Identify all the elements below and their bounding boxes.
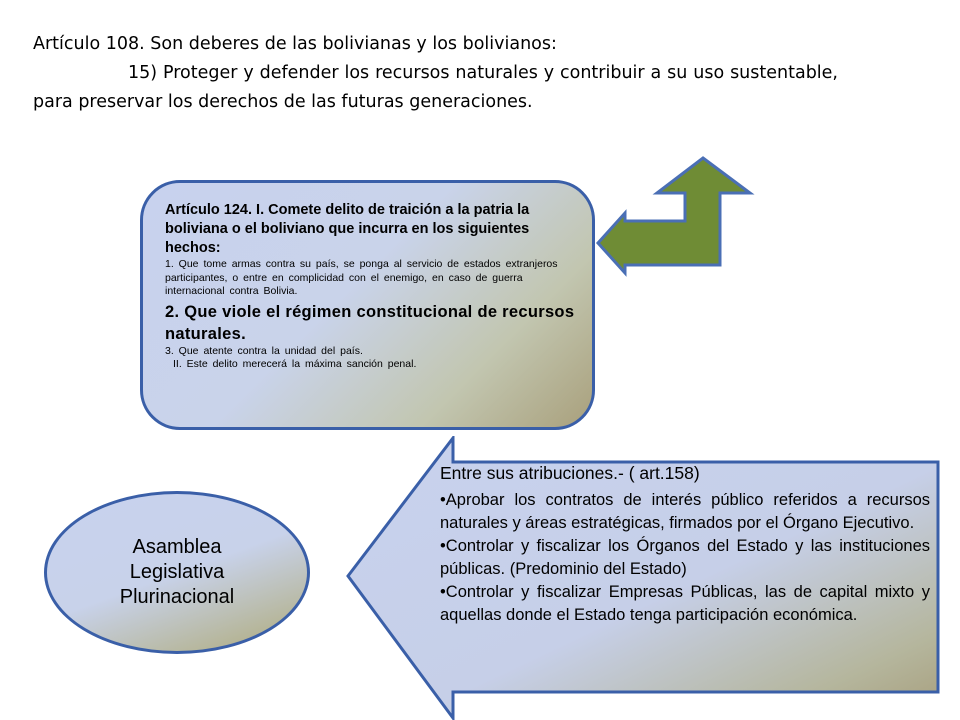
attributions-heading: Entre sus atribuciones.- ( art.158) <box>440 463 700 483</box>
article-108-header <box>33 30 838 117</box>
article-124-item-1b: participantes, o entre en complicidad con el enemigo, en caso de guerra internacional contra Bolivia. <box>165 271 523 297</box>
article-124-title: Artículo 124. I. Comete delito de traición a la patria la boliviana o el boliviano que incurra en los siguientes hechos: <box>165 202 530 256</box>
attribution-item: •Aprobar los contratos de interés público referidos a recursos naturales y áreas estratégicas, firmados por el Órgano Ejecutivo. <box>440 491 930 532</box>
article-108-item-15: 15) Proteger y defender los recursos naturales y contribuir a su uso sustentable, para preservar los derechos de las futuras generaciones. <box>33 63 838 112</box>
attribution-item: •Controlar y fiscalizar los Órganos del Estado y las instituciones públicas. (Predominio del Estado) <box>440 537 930 578</box>
asamblea-line-1: Asamblea <box>132 536 222 558</box>
asamblea-line-2: Legislativa <box>129 561 225 583</box>
article-124-item-4: II. Este delito merecerá la máxima sanción penal. <box>173 358 417 370</box>
attributions-text <box>440 462 930 627</box>
article-124-box <box>140 180 595 430</box>
attribution-item: •Controlar y fiscalizar Empresas Públicas, las de capital mixto y aquellas donde el Estado tenga participación económica. <box>440 583 930 624</box>
article-124-item-2: 2. Que viole el régimen constitucional de recursos naturales. <box>165 302 575 343</box>
article-124-item-1a: 1. Que tome armas contra su país, se ponga al servicio de estados extranjeros <box>165 258 558 270</box>
asamblea-ellipse <box>44 491 310 654</box>
bent-arrow-icon <box>595 155 760 280</box>
article-124-item-3: 3. Que atente contra la unidad del país. <box>165 344 363 357</box>
article-108-title: Artículo 108. Son deberes de las bolivianas y los bolivianos: <box>33 34 557 54</box>
asamblea-line-3: Plurinacional <box>119 586 235 608</box>
